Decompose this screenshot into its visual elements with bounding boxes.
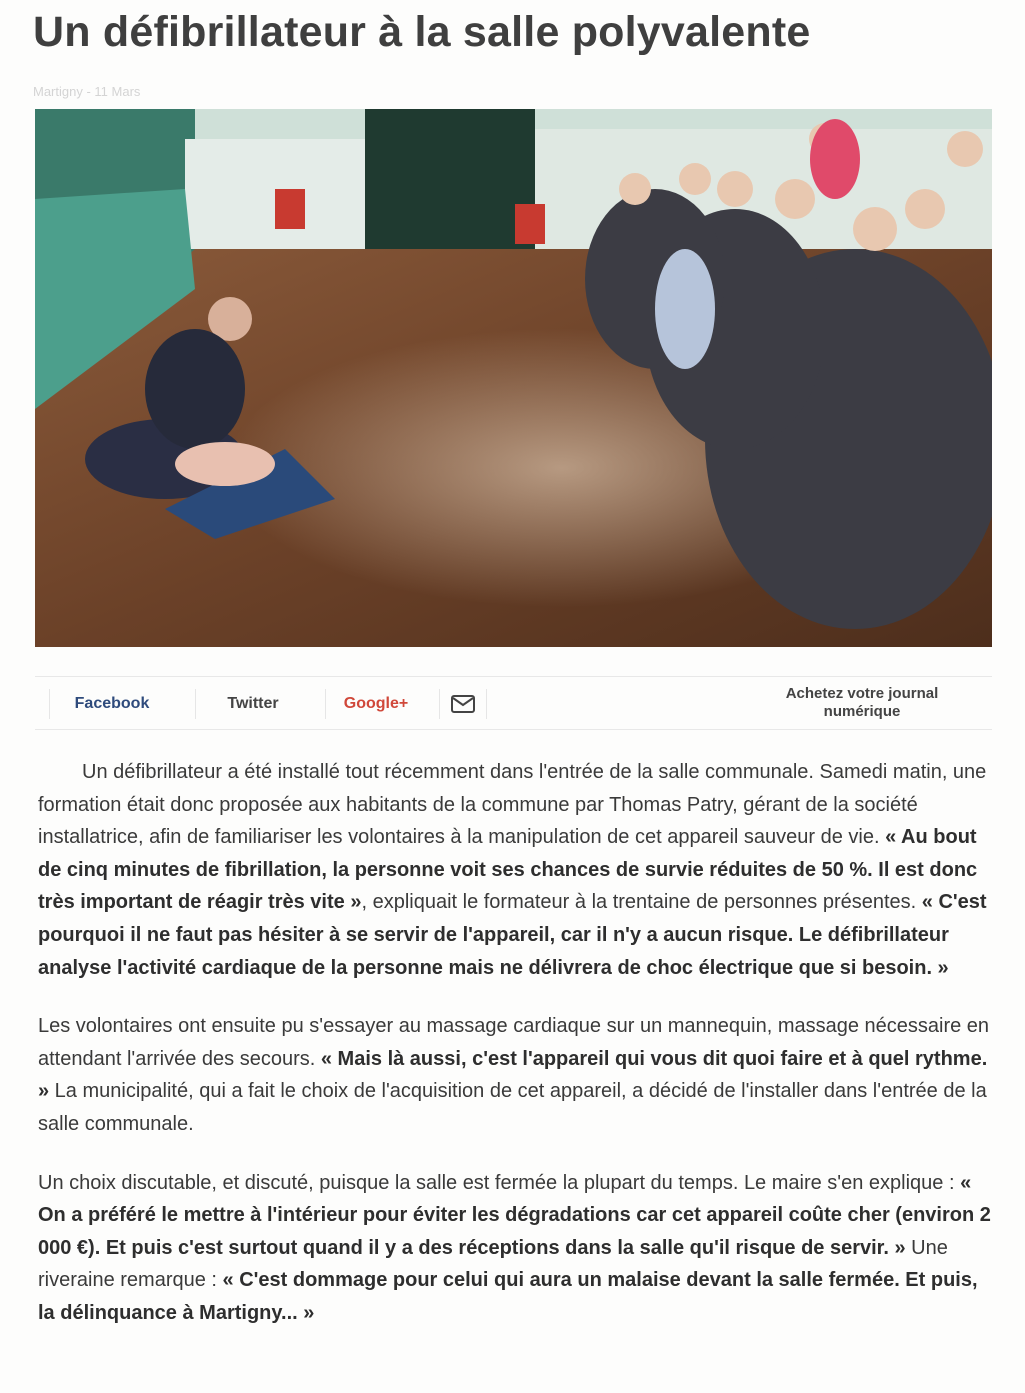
article-date: 11 Mars	[94, 84, 141, 99]
p2-text-a: Les volontaires ont ensuite pu s'essayer au massage cardiaque sur un mannequin, massage nécessaire en attendant l'arrivée des secours.	[38, 1015, 990, 1070]
meta-separator: -	[82, 84, 95, 99]
share-bar	[35, 676, 992, 730]
paragraph-3	[38, 1167, 996, 1330]
article-photo	[35, 109, 992, 647]
p3-text-a: Un choix discutable, et discuté, puisque la salle est fermée la plupart du temps. Le maire s'en explique :	[38, 1171, 961, 1194]
paragraph-2	[38, 1010, 996, 1140]
p3-quote-1: « On a préféré le mettre à l'intérieur pour éviter les dégradations car cet appareil coûte cher (environ 2 000 €). Et puis c'est surtout quand il y a des réceptions dans la salle qu'il risque de servir. »	[38, 1171, 991, 1259]
p2-text-b: La municipalité, qui a fait le choix de l'acquisition de cet appareil, a décidé de l'installer dans l'entrée de la salle communale.	[38, 1080, 987, 1135]
p3-quote-2: « C'est dommage pour celui qui aura un malaise devant la salle fermée. Et puis, la délinquance à Martigny... »	[38, 1269, 978, 1324]
p2-quote-1: « Mais là aussi, c'est l'appareil qui vous dit quoi faire et à quel rythme. »	[38, 1047, 988, 1103]
p1-text-a: Un défibrillateur a été installé tout récemment dans l'entrée de la salle communale. Samedi matin, une formation était donc proposée aux habitants de la commune par Thomas Patry, gérant de la société installatrice, afin de familiariser les volontaires à la manipulation de cet appareil sauveur de vie.	[38, 761, 987, 849]
p1-quote-2: « C'est pourquoi il ne faut pas hésiter à se servir de l'appareil, car il n'y a aucun risque. Le défibrillateur analyse l'activité cardiaque de la personne mais ne délivrera de choc électrique que si besoin. »	[38, 891, 987, 979]
paragraph-1	[38, 756, 996, 984]
twitter-label: Twitter	[227, 695, 279, 712]
article-meta	[33, 84, 140, 99]
article-title: Un défibrillateur à la salle polyvalente	[33, 8, 811, 56]
article-body	[38, 756, 996, 1356]
buy-line-2: numérique	[823, 703, 901, 720]
twitter-share-button[interactable]	[195, 689, 310, 719]
facebook-share-button[interactable]	[49, 689, 174, 719]
p3-text-b: Une riveraine remarque :	[38, 1236, 948, 1292]
google-plus-label: Google+	[343, 695, 409, 712]
article-location: Martigny	[33, 84, 83, 99]
p1-text-b: , expliquait le formateur à la trentaine de personnes présentes.	[361, 891, 922, 914]
envelope-icon	[451, 695, 475, 713]
photo-illustration	[35, 109, 992, 647]
facebook-label: Facebook	[74, 695, 150, 712]
buy-line-1: Achetez votre journal	[785, 685, 939, 702]
p1-quote-1: « Au bout de cinq minutes de fibrillation, la personne voit ses chances de survie réduites de 50 %. Il est donc très important de réagir très vite »	[38, 826, 978, 914]
buy-digital-paper-link[interactable]	[762, 685, 962, 721]
google-plus-share-button[interactable]	[325, 689, 426, 719]
email-share-button[interactable]	[439, 689, 487, 719]
